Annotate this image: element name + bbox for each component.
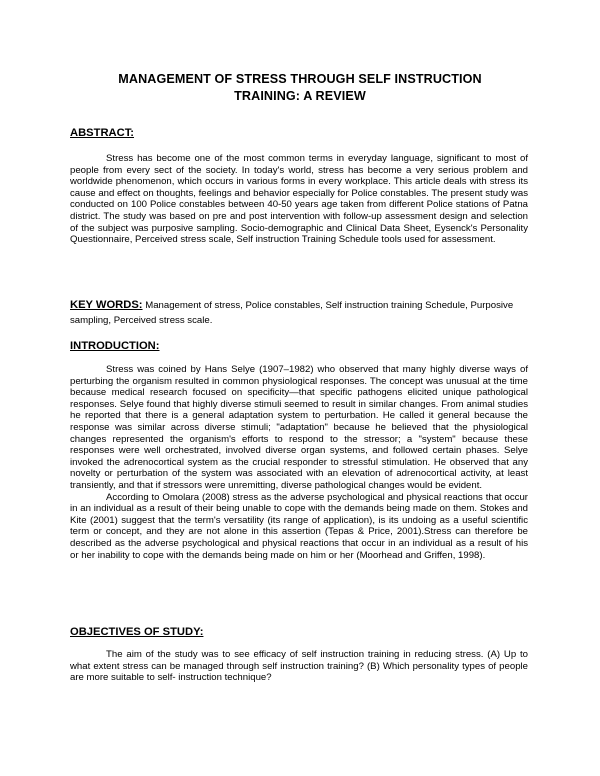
introduction-section: [70, 364, 528, 561]
abstract-section: [70, 153, 528, 246]
objectives-text: The aim of the study was to see efficacy of self instruction training in reducing stress. (A) Up to what extent stress can be managed through self instruction training? (B) Which personality types of people are more suitable to self- instruction technique?: [70, 649, 528, 684]
title-line-1: MANAGEMENT OF STRESS THROUGH SELF INSTRUCTION: [118, 72, 482, 86]
objectives-section: [70, 649, 528, 684]
introduction-paragraph-1: Stress was coined by Hans Selye (1907–1982) who observed that many highly diverse ways of perturbing the organism resulted in common physiological responses. The concept was unusual at the time because medical research focused on specificity—that specific pathogens elicited unique pathological responses. Selye found that highly diverse stimuli seemed to result in similar changes. From animal studies he reported that there is a general adaptation system to perturbation. He called it general because the response was similar across diverse stimuli; "adaptation" because he believed that the physiological changes represented the organism's efforts to respond to the stressor; a "system" because these responses were well orchestrated, involved diverse organ systems, and followed certain phases. Selye invoked the adrenocortical system as the crucial responder to stressful stimulation. He observed that any novelty or perturbation of the system was associated with an elevation of adrenocortical activity, at least transiently, and that if stressors were unremitting, diverse pathological changes would be evident.: [70, 364, 528, 491]
keywords-text: Management of stress, Police constables, Self instruction training Schedule, Purposive sampling, Perceived stress scale.: [70, 300, 514, 326]
abstract-heading: ABSTRACT:: [70, 127, 135, 139]
keywords-section: [70, 298, 540, 328]
abstract-text: Stress has become one of the most common terms in everyday language, significant to most of people from every sect of the society. In today's world, stress has become a very serious problem and worldwide phenomenon, which occurs in various forms in every workplace. This article deals with stress its cause and effect on thoughts, feelings and behavior especially for Police constables. The present study was conducted on 100 Police constables between 40-50 years age taken from different Police stations of Patna district. The study was based on pre and post intervention with follow-up assessment design and selection of the subject was purposive sampling. Socio-demographic and Clinical Data Sheet, Eysenck's Personality Questionnaire, Perceived stress scale, Self instruction Training Schedule tools used for assessment.: [70, 153, 528, 246]
introduction-paragraph-2: According to Omolara (2008) stress as the adverse psychological and physical reactions that occur in an individual as a result of their being unable to cope with the demands being made on them. Stokes and Kite (2001) suggest that the term's versatility (its range of application), is its undoing as a useful scientific term or concept, and they are not alone in this assertion (Tepas & Price, 2001).Stress can therefore be described as the adverse psychological and physical reactions that occur in an individual as a result of his or her inability to cope with the demands being made on him or her (Moorhead and Griffen, 1998).: [70, 491, 528, 561]
introduction-heading: INTRODUCTION:: [70, 340, 160, 352]
keywords-label: KEY WORDS:: [70, 299, 143, 311]
paper-title: [60, 71, 540, 105]
title-line-2: TRAINING: A REVIEW: [234, 89, 366, 103]
objectives-heading: OBJECTIVES OF STUDY:: [70, 626, 204, 638]
